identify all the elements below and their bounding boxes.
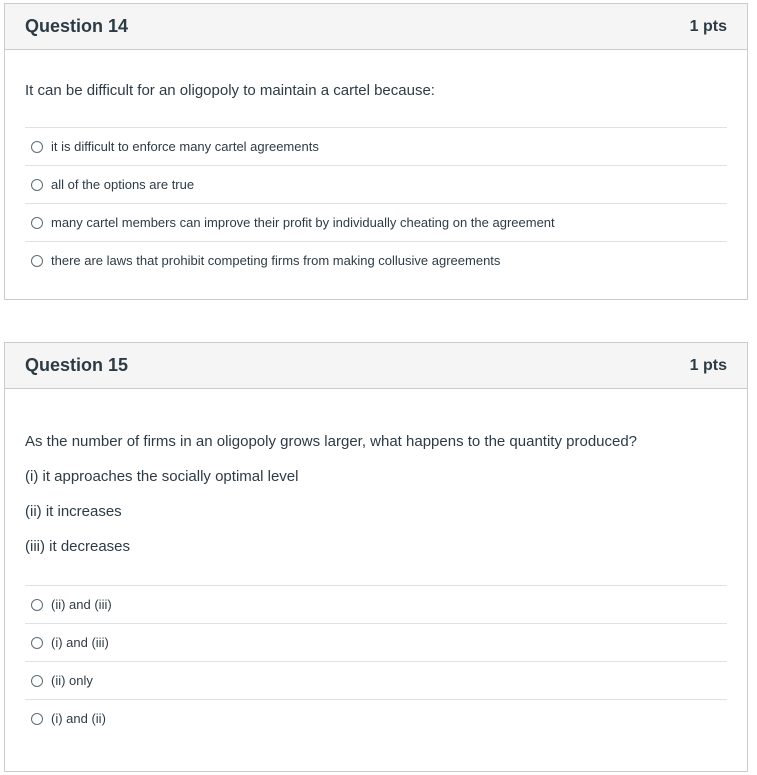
- answer-label: all of the options are true: [51, 177, 195, 192]
- radio-button-icon[interactable]: [31, 599, 43, 611]
- answer-option[interactable]: [25, 623, 727, 661]
- question-prompt: It can be difficult for an oligopoly to maintain a cartel because:: [25, 82, 435, 99]
- radio-button-icon[interactable]: [31, 637, 43, 649]
- question-statement-iii: (iii) it decreases: [25, 538, 131, 555]
- question-prompt: As the number of firms in an oligopoly grows larger, what happens to the quantity produced?: [25, 433, 638, 450]
- answer-label: (ii) only: [51, 673, 93, 688]
- answer-option[interactable]: [25, 165, 727, 203]
- radio-button-icon[interactable]: [31, 675, 43, 687]
- question-points: 1 pts: [689, 356, 727, 374]
- question-15-card: [4, 342, 748, 772]
- radio-button-icon[interactable]: [31, 141, 43, 153]
- radio-button-icon[interactable]: [31, 179, 43, 191]
- question-statement-i: (i) it approaches the socially optimal level: [25, 468, 299, 485]
- answer-label: (ii) and (iii): [51, 597, 112, 612]
- answer-label: there are laws that prohibit competing firms from making collusive agreements: [51, 253, 501, 268]
- answer-option[interactable]: [25, 203, 727, 241]
- answer-option[interactable]: [25, 661, 727, 699]
- answer-label: many cartel members can improve their profit by individually cheating on the agreement: [51, 215, 555, 230]
- question-points: 1 pts: [689, 17, 727, 35]
- answer-label: (i) and (ii): [51, 711, 106, 726]
- answer-option[interactable]: [25, 241, 727, 279]
- question-title: Question 14: [25, 16, 129, 36]
- answer-label: it is difficult to enforce many cartel agreements: [51, 139, 319, 154]
- answer-list: [25, 585, 727, 737]
- answer-list: [25, 127, 727, 279]
- question-title: Question 15: [25, 355, 129, 375]
- question-body: [5, 50, 747, 279]
- question-header: [5, 4, 747, 50]
- question-statement-ii: (ii) it increases: [25, 503, 122, 520]
- answer-option[interactable]: [25, 585, 727, 623]
- radio-button-icon[interactable]: [31, 217, 43, 229]
- answer-option[interactable]: [25, 699, 727, 737]
- radio-button-icon[interactable]: [31, 713, 43, 725]
- question-14-card: [4, 3, 748, 300]
- answer-label: (i) and (iii): [51, 635, 109, 650]
- answer-option[interactable]: [25, 127, 727, 165]
- radio-button-icon[interactable]: [31, 255, 43, 267]
- question-header: [5, 343, 747, 389]
- question-body: [5, 389, 747, 737]
